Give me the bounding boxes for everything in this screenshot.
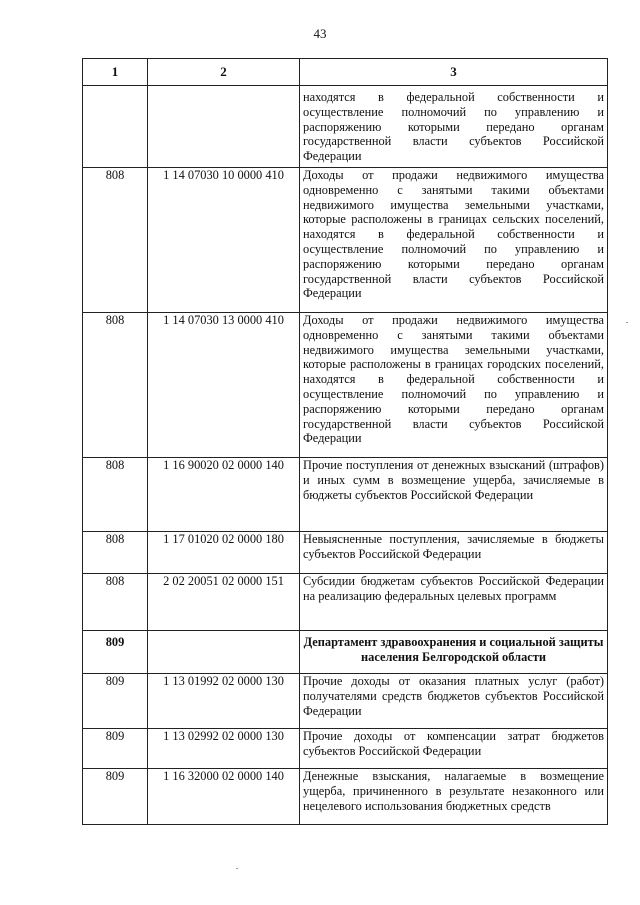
budget-code-cell bbox=[148, 631, 300, 674]
admin-code-cell: 809 bbox=[83, 769, 148, 825]
scan-speck bbox=[236, 868, 238, 869]
admin-code-cell: 808 bbox=[83, 168, 148, 313]
table-header-row bbox=[83, 59, 608, 86]
admin-code-cell: 808 bbox=[83, 574, 148, 631]
table-row bbox=[83, 86, 608, 168]
revenue-codes-table bbox=[82, 58, 608, 825]
section-heading-row bbox=[83, 631, 608, 674]
budget-code-cell: 1 14 07030 10 0000 410 bbox=[148, 168, 300, 313]
admin-code-cell: 808 bbox=[83, 313, 148, 458]
admin-code-cell: 808 bbox=[83, 458, 148, 532]
admin-code-cell bbox=[83, 86, 148, 168]
table-row bbox=[83, 729, 608, 769]
revenue-name-cell: находятся в федеральной собственности и осуществление полномочий по управлению и распоряжению которыми передано органам государственной власти субъектов Российской Федерации bbox=[300, 86, 608, 168]
revenue-name-cell: Прочие доходы от оказания платных услуг (работ) получателями средств бюджетов субъектов Российской Федерации bbox=[300, 674, 608, 729]
table-row bbox=[83, 313, 608, 458]
table-row bbox=[83, 674, 608, 729]
budget-code-cell: 1 13 01992 02 0000 130 bbox=[148, 674, 300, 729]
admin-code-cell: 809 bbox=[83, 674, 148, 729]
admin-code-cell: 808 bbox=[83, 532, 148, 574]
table-row bbox=[83, 574, 608, 631]
table-row bbox=[83, 532, 608, 574]
page-number: 43 bbox=[313, 26, 327, 41]
budget-code-cell: 1 16 90020 02 0000 140 bbox=[148, 458, 300, 532]
revenue-name-cell: Доходы от продажи недвижимого имущества одновременно с занятыми такими объектами недвижимого имущества земельными участками, которые расположены в границах городских поселений, находятся в федеральной собственности и осуществление полномочий по управлению и распоряжению которыми передано органам государственной власти субъектов Российской Федерации bbox=[300, 313, 608, 458]
revenue-name-cell: Доходы от продажи недвижимого имущества одновременно с занятыми такими объектами недвижимого имущества земельными участками, которые расположены в границах сельских поселений, находятся в федеральной собственности и осуществление полномочий по управлению и распоряжению которыми передано органам государственной власти субъектов Российской Федерации bbox=[300, 168, 608, 313]
admin-code-cell: 809 bbox=[83, 631, 148, 674]
revenue-name-cell: Субсидии бюджетам субъектов Российской Федерации на реализацию федеральных целевых программ bbox=[300, 574, 608, 631]
column-header-code: 2 bbox=[148, 59, 300, 86]
column-header-admin: 1 bbox=[83, 59, 148, 86]
budget-code-cell: 1 17 01020 02 0000 180 bbox=[148, 532, 300, 574]
budget-code-cell: 1 13 02992 02 0000 130 bbox=[148, 729, 300, 769]
budget-code-cell: 2 02 20051 02 0000 151 bbox=[148, 574, 300, 631]
table-row bbox=[83, 458, 608, 532]
admin-code-cell: 809 bbox=[83, 729, 148, 769]
budget-code-cell: 1 16 32000 02 0000 140 bbox=[148, 769, 300, 825]
table-row bbox=[83, 769, 608, 825]
revenue-name-cell: Денежные взыскания, налагаемые в возмещение ущерба, причиненного в результате незаконного или нецелевого использования бюджетных средств bbox=[300, 769, 608, 825]
budget-code-cell: 1 14 07030 13 0000 410 bbox=[148, 313, 300, 458]
table-row bbox=[83, 168, 608, 313]
column-header-name: 3 bbox=[300, 59, 608, 86]
revenue-name-cell: Прочие доходы от компенсации затрат бюджетов субъектов Российской Федерации bbox=[300, 729, 608, 769]
scan-speck bbox=[626, 322, 628, 323]
revenue-name-cell: Прочие поступления от денежных взысканий (штрафов) и иных сумм в возмещение ущерба, зачисляемые в бюджеты субъектов Российской Федерации bbox=[300, 458, 608, 532]
budget-code-cell bbox=[148, 86, 300, 168]
revenue-name-cell: Невыясненные поступления, зачисляемые в бюджеты субъектов Российской Федерации bbox=[300, 532, 608, 574]
department-heading: Департамент здравоохранения и социальной защиты населения Белгородской области bbox=[300, 631, 608, 674]
